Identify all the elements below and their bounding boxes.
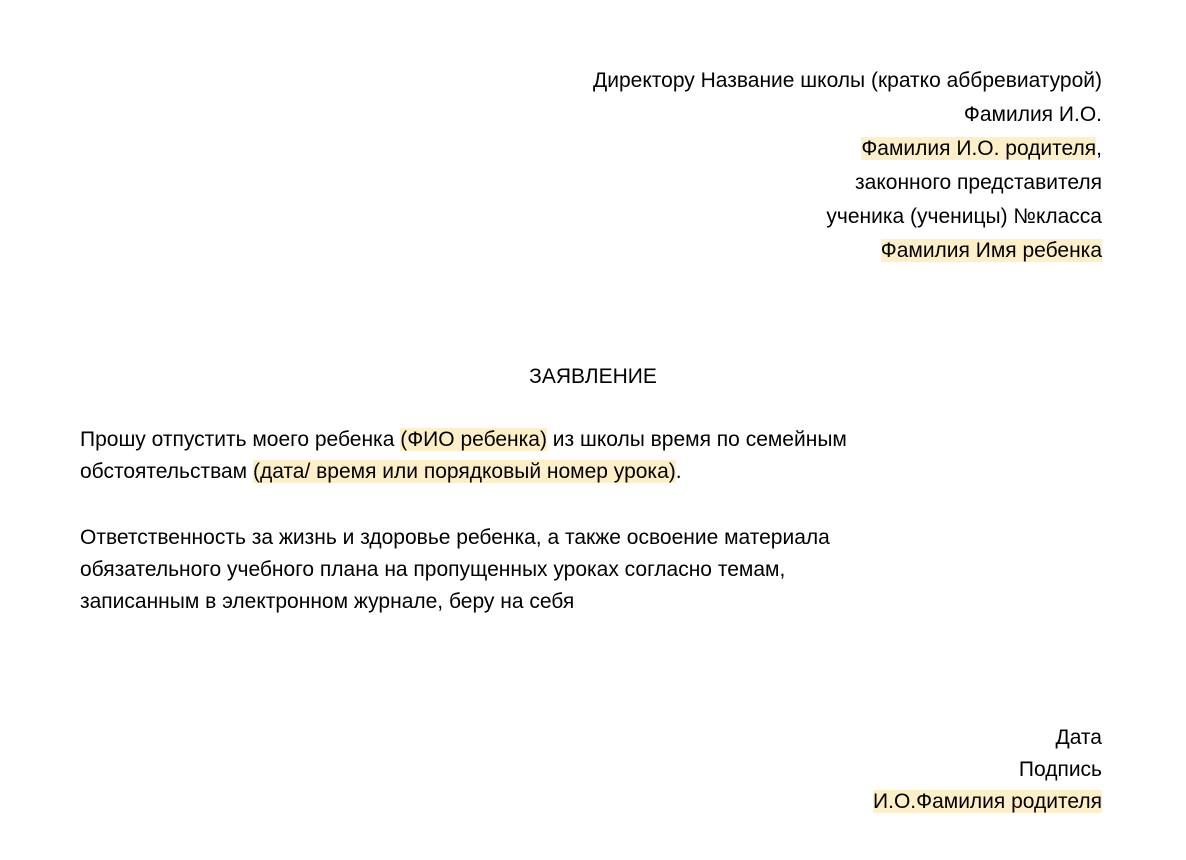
addressee-parent-line	[593, 132, 1102, 166]
child-fio-placeholder: (ФИО ребенка)	[400, 428, 547, 451]
child-name-line	[593, 234, 1102, 268]
responsibility-paragraph	[80, 522, 1090, 618]
responsibility-line-3: записанным в электронном журнале, беру на себя	[80, 590, 575, 613]
addressee-director-line: Директору Название школы (кратко аббревиатурой)	[593, 69, 1102, 92]
addressee-director-name: Фамилия И.О.	[963, 103, 1102, 126]
request-paragraph	[80, 424, 1090, 488]
request-text-circumstances: обстоятельствам	[80, 460, 253, 483]
request-line-2	[80, 456, 1090, 488]
parent-name-placeholder: Фамилия И.О. родителя	[861, 137, 1097, 160]
request-text-end: .	[675, 460, 682, 483]
responsibility-line-1: Ответственность за жизнь и здоровье ребенка, а также освоение материала	[80, 526, 830, 549]
request-text-middle: из школы время по семейным	[546, 428, 847, 451]
request-line-1	[80, 424, 1090, 456]
legal-representative-line: законного представителя	[855, 171, 1102, 194]
student-class-line: ученика (ученицы) №класса	[826, 205, 1102, 228]
signature-block	[873, 722, 1102, 818]
date-label: Дата	[1055, 726, 1102, 749]
parent-name-comma: ,	[1096, 137, 1102, 160]
child-name-placeholder: Фамилия Имя ребенка	[880, 239, 1102, 262]
request-text-start: Прошу отпустить моего ребенка	[80, 428, 401, 451]
addressee-block	[593, 64, 1102, 268]
document-title: ЗАЯВЛЕНИЕ	[529, 365, 657, 388]
parent-signature-name-line	[873, 786, 1102, 818]
signature-label: Подпись	[1018, 758, 1102, 781]
parent-signature-name-placeholder: И.О.Фамилия родителя	[873, 790, 1102, 813]
responsibility-line-2: обязательного учебного плана на пропущенных уроках согласно темам,	[80, 558, 786, 581]
date-time-placeholder: (дата/ время или порядковый номер урока)	[252, 460, 676, 483]
